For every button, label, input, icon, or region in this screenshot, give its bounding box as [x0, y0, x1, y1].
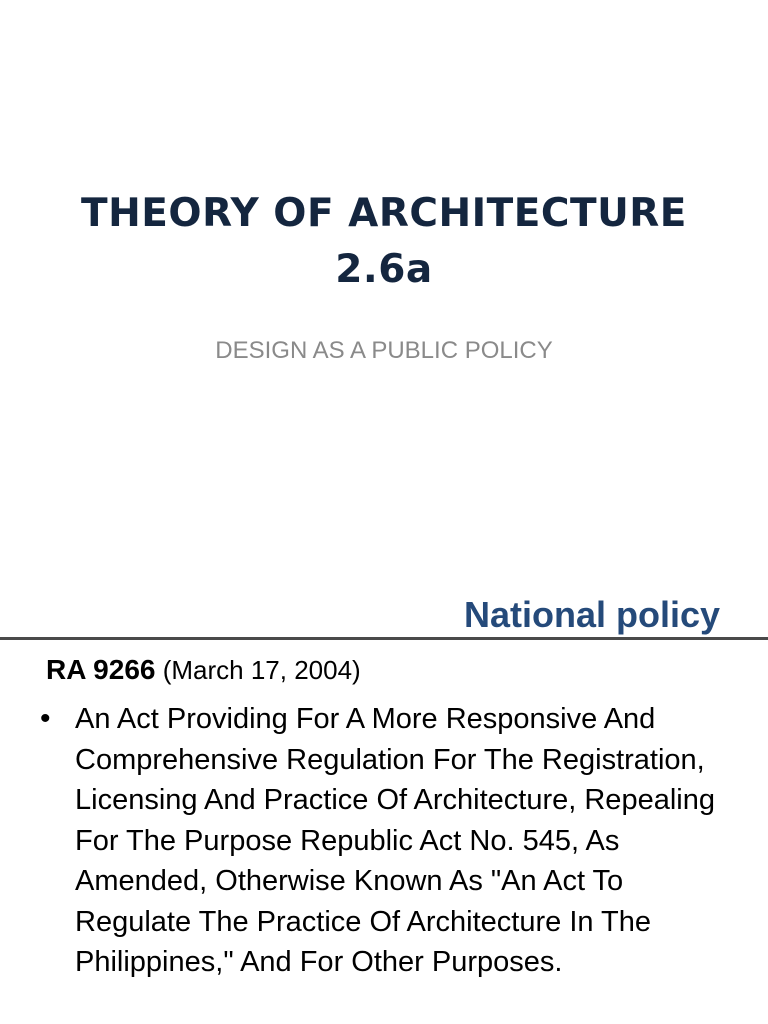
- section-heading: National policy: [463, 594, 720, 635]
- slide-title: [0, 186, 768, 298]
- slide-title-line1: THEORY OF ARCHITECTURE: [81, 191, 687, 236]
- law-date: (March 17, 2004): [162, 655, 361, 685]
- law-number: RA 9266: [46, 654, 156, 685]
- bullet-icon: •: [40, 702, 51, 735]
- slide-subtitle: DESIGN AS A PUBLIC POLICY: [215, 337, 553, 364]
- law-description: An Act Providing For A More Responsive And Comprehensive Regulation For The Registration, Licensing And Practice Of Architecture, Repealing For The Purpose Republic Act No. 545, As Amended, Otherwise Known As "An Act To Regulate The Practice Of Architecture In The Philippines," And For Other Purposes.: [75, 703, 715, 978]
- law-title: [46, 650, 361, 690]
- slide-title-line2: 2.6a: [335, 247, 433, 292]
- slide-divider: [0, 637, 768, 640]
